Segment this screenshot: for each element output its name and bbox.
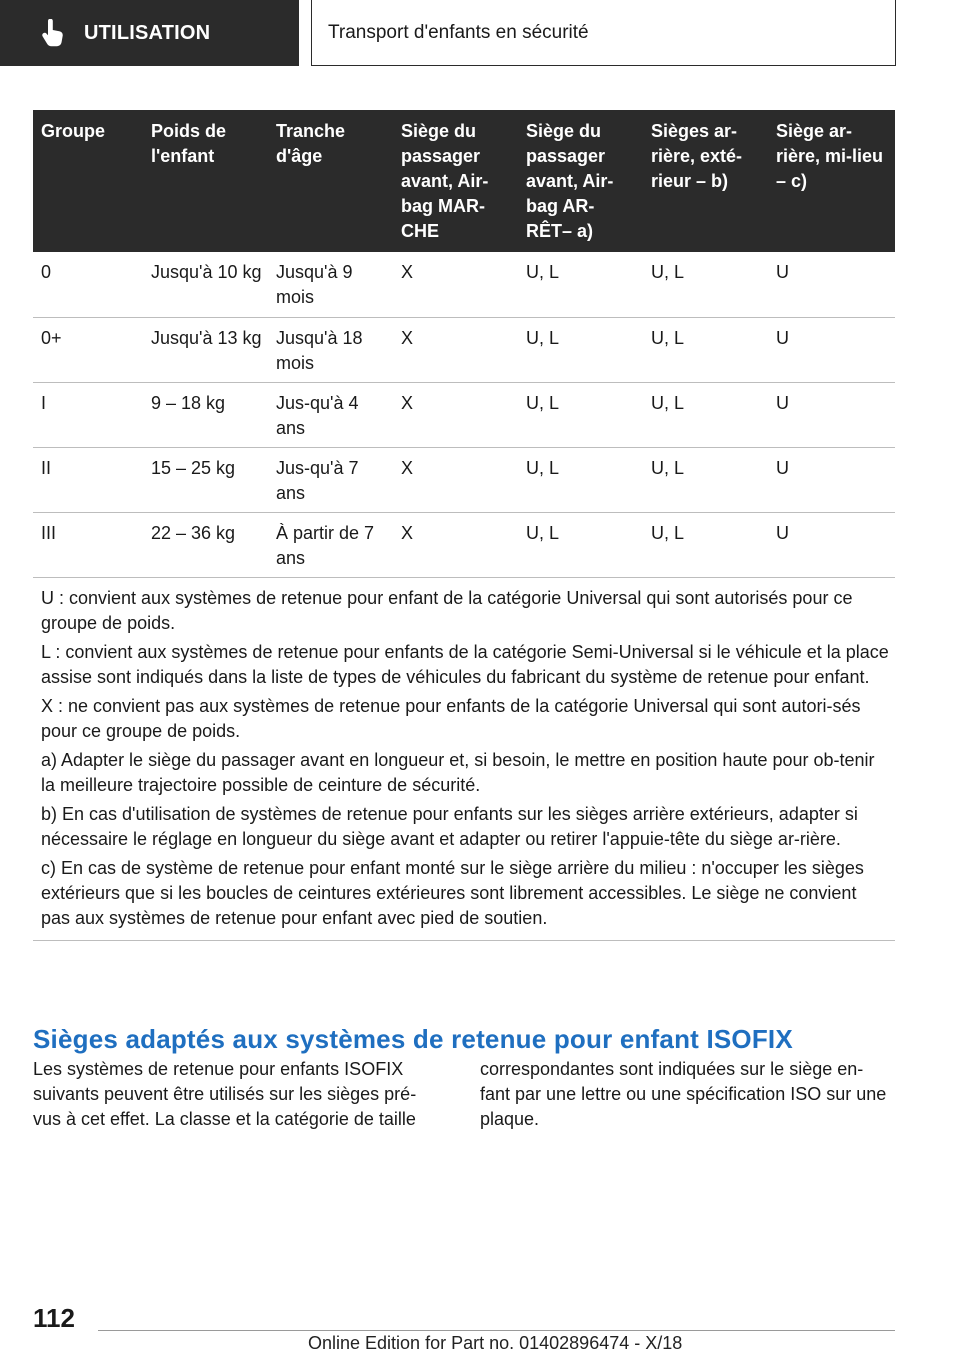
col-header: Groupe — [33, 110, 143, 252]
table-cell: Jus-qu'à 7 ans — [268, 447, 393, 512]
table-cell: 15 – 25 kg — [143, 447, 268, 512]
table-notes-row — [33, 577, 895, 940]
table-cell: Jus-qu'à 4 ans — [268, 382, 393, 447]
table-cell: U — [768, 317, 895, 382]
table-note: a) Adapter le siège du passager avant en longueur et, si besoin, le mettre en position haute pour ob-tenir la meilleure trajectoire possible de ceinture de sécurité. — [41, 749, 875, 795]
table-cell: III — [33, 512, 143, 577]
body-text-right: correspondantes sont indiquées sur le siège en-fant par une lettre ou une spécification ISO sur une plaque. — [480, 1059, 887, 1129]
table-row — [33, 252, 895, 317]
body-text-left: Les systèmes de retenue pour enfants ISOFIX suivants peuvent être utilisés sur les sièges pré-vus à cet effet. La classe et la catégorie de taille — [33, 1059, 417, 1129]
table-cell: U, L — [518, 512, 643, 577]
table-row — [33, 512, 895, 577]
table-cell: 0 — [33, 252, 143, 317]
table-note: L : convient aux systèmes de retenue pour enfants de la catégorie Semi-Universal si le véhicule et la place assise sont indiqués dans la liste de types de véhicules du fabricant du système de retenue pour enfant. — [41, 641, 889, 687]
page-header — [0, 0, 960, 66]
table-note: b) En cas d'utilisation de systèmes de retenue pour enfants sur les sièges arrière extérieurs, adapter si nécessaire le réglage en longueur du siège avant et adapter ou retirer l'appuie-tête du siège ar-rière. — [41, 803, 858, 849]
table-note: X : ne convient pas aux systèmes de retenue pour enfants de la catégorie Universal qui sont autori-sés pour ce groupe de poids. — [41, 695, 861, 741]
table-cell: Jusqu'à 18 mois — [268, 317, 393, 382]
table-cell: Jusqu'à 9 mois — [268, 252, 393, 317]
table-row — [33, 317, 895, 382]
child-seat-table — [33, 110, 895, 941]
table-cell: X — [393, 382, 518, 447]
table-cell: U — [768, 382, 895, 447]
table-notes — [33, 577, 895, 940]
table-cell: U, L — [643, 317, 768, 382]
table-cell: U — [768, 512, 895, 577]
section-heading: Sièges adaptés aux systèmes de retenue pour enfant ISOFIX — [33, 1024, 793, 1054]
footer-divider — [98, 1330, 895, 1331]
table-cell: U, L — [643, 447, 768, 512]
page-title: Transport d'enfants en sécurité — [311, 0, 896, 66]
table-cell: I — [33, 382, 143, 447]
table-cell: U, L — [518, 382, 643, 447]
table-cell: U, L — [643, 252, 768, 317]
table-cell: X — [393, 317, 518, 382]
table-note: U : convient aux systèmes de retenue pour enfant de la catégorie Universal qui sont autorisés pour ce groupe de poids. — [41, 587, 853, 633]
table-cell: U, L — [643, 382, 768, 447]
footer-edition: Online Edition for Part no. 01402896474 - X/18 — [308, 1333, 683, 1353]
hand-pointer-icon — [40, 19, 66, 47]
col-header: Siège ar-rière, mi-lieu – c) — [768, 110, 895, 252]
table-cell: U — [768, 447, 895, 512]
table-cell: Jusqu'à 10 kg — [143, 252, 268, 317]
table-row — [33, 382, 895, 447]
table-cell: U — [768, 252, 895, 317]
section-tab[interactable] — [0, 0, 299, 66]
col-header: Siège du passager avant, Air-bag MAR-CHE — [393, 110, 518, 252]
table-cell: U, L — [518, 317, 643, 382]
table-row — [33, 447, 895, 512]
table-cell: U, L — [518, 252, 643, 317]
table-cell: 22 – 36 kg — [143, 512, 268, 577]
table-cell: X — [393, 252, 518, 317]
section-label: UTILISATION — [84, 21, 211, 44]
page-number: 112 — [33, 1303, 75, 1333]
table-cell: U, L — [518, 447, 643, 512]
table-cell: U, L — [643, 512, 768, 577]
table-cell: Jusqu'à 13 kg — [143, 317, 268, 382]
table-cell: 9 – 18 kg — [143, 382, 268, 447]
col-header: Siège du passager avant, Air-bag AR-RÊT– a) — [518, 110, 643, 252]
table-header-row — [33, 110, 895, 252]
table-note: c) En cas de système de retenue pour enfant monté sur le siège arrière du milieu : n'occuper les sièges extérieurs que si les boucles de ceintures extérieures sont librement accessibles. Le siège ne convient pas aux systèmes de retenue pour enfant avec pied de soutien. — [41, 857, 864, 928]
col-header: Tranche d'âge — [268, 110, 393, 252]
col-header: Sièges ar-rière, exté-rieur – b) — [643, 110, 768, 252]
table-cell: X — [393, 512, 518, 577]
table-cell: À partir de 7 ans — [268, 512, 393, 577]
table-cell: X — [393, 447, 518, 512]
table-cell: II — [33, 447, 143, 512]
table-cell: 0+ — [33, 317, 143, 382]
col-header: Poids de l'enfant — [143, 110, 268, 252]
